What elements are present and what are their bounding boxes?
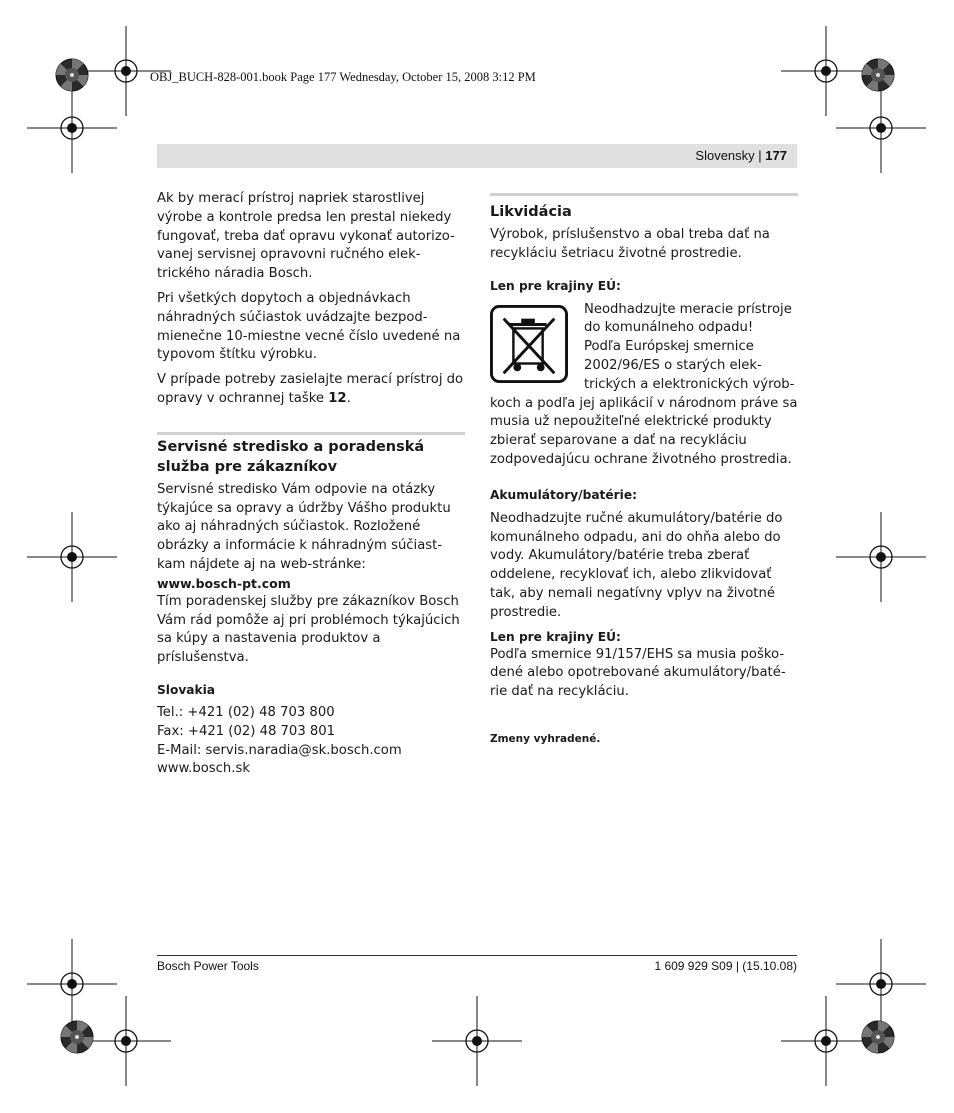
service-heading: Servisné stredisko a poradenská služba pre zákazníkov [157, 438, 425, 475]
battery-heading: Akumulátory/batérie: [490, 487, 637, 502]
disposal-paragraph: Výrobok, príslušenstvo a obal treba dať na recykláciu šetriacu životné prostredie. [490, 227, 770, 261]
service-paragraph: Servisné stredisko Vám odpovie na otázky týkajúce sa opravy a údržby Vášho produktu ako aj náhradných súčiastok. Rozložené obrázky a informácie k náhradným súčiast-kam nájdete aj na web-stránke: [157, 481, 451, 572]
crosshair-registration-mark-icon [27, 83, 117, 173]
crosshair-registration-mark-icon [781, 26, 871, 116]
color-registration-wheel-icon [862, 1021, 894, 1053]
advisory-paragraph: Tím poradenskej služby pre zákazníkov Bosch Vám rád pomôže aj pri problémoch týkajúcich sa kúpy a nastavenia produktov a príslušenstva. [157, 593, 460, 666]
section-divider [490, 193, 798, 196]
shipping-paragraph [157, 371, 465, 409]
footer-brand: Bosch Power Tools [157, 959, 259, 973]
right-column [490, 190, 798, 749]
crosshair-registration-mark-icon [836, 83, 926, 173]
crosshair-registration-mark-icon [781, 996, 871, 1086]
crosshair-registration-mark-icon [836, 939, 926, 1029]
crosshair-registration-mark-icon [836, 512, 926, 602]
color-registration-wheel-icon [862, 59, 894, 91]
inquiry-paragraph: Pri všetkých dopytoch a objednávkach náhradných súčiastok uvádzajte bezpod-mienečne 10-miestne vecné číslo uvedené na typovom štítku výrobku. [157, 290, 461, 363]
header-separator: | [758, 148, 762, 163]
battery-directive-paragraph: Podľa smernice 91/157/EHS sa musia poško-dené alebo opotrebované akumulátory/baté-rie dať na recykláciu. [490, 646, 786, 700]
service-url: www.bosch-pt.com [157, 575, 291, 591]
weee-warning: Neodhadzujte meracie prístroje do komunálneho odpadu! [584, 301, 792, 336]
crosshair-registration-mark-icon [27, 512, 117, 602]
weee-directive: Podľa Európskej smernice 2002/96/ES o starých elek-trických a elektronických výrob-koch a podľa jej aplikácií v národnom práve sa musia už nepoužiteľné elektrické produkty zbierať separovane a dať na recykláciu zodpovedajúcu ochrane životného prostredia. [490, 339, 798, 467]
page-number: 177 [765, 148, 787, 163]
left-column [157, 190, 465, 779]
changes-reserved: Zmeny vyhradené. [490, 732, 601, 745]
contact-fax: Fax: +421 (02) 48 703 801 [157, 723, 336, 739]
intro-paragraph: Ak by merací prístroj napriek starostlivej výrobe a kontrole predsa len prestal niekedy fungovať, treba dať opravu vykonať autorizo-vanej servisnej opravovni ručného elek-trického náradia Bosch. [157, 191, 455, 282]
eu-heading: Len pre krajiny EÚ: [490, 629, 621, 644]
bag-number: 12 [328, 390, 347, 406]
shipping-text: V prípade potreby zasielajte merací prístroj do opravy v ochrannej taške [157, 372, 464, 406]
contact-tel: Tel.: +421 (02) 48 703 800 [157, 704, 335, 720]
crosshair-registration-mark-icon [81, 996, 171, 1086]
footer-doc-number: 1 609 929 S09 | (15.10.08) [654, 959, 797, 973]
file-info-line: OBJ_BUCH-828-001.book Page 177 Wednesday, October 15, 2008 3:12 PM [150, 70, 536, 84]
weee-block [490, 301, 798, 470]
color-registration-wheel-icon [56, 59, 88, 91]
contact-web: www.bosch.sk [157, 761, 250, 777]
contact-email: E-Mail: servis.naradia@sk.bosch.com [157, 742, 402, 758]
footer-rule [157, 955, 797, 956]
page-header [695, 148, 787, 163]
eu-heading: Len pre krajiny EÚ: [490, 278, 621, 293]
color-registration-wheel-icon [61, 1021, 93, 1053]
crosshair-registration-mark-icon [432, 996, 522, 1086]
crosshair-registration-mark-icon [27, 939, 117, 1029]
battery-paragraph: Neodhadzujte ručné akumulátory/batérie do komunálneho odpadu, ani do ohňa alebo do vody. Akumulátory/batérie treba zberať oddelene, recyklovať ich, alebo zlikvidovať tak, aby nemali negatívny vplyv na životné prostredie. [490, 510, 783, 620]
section-divider [157, 432, 465, 435]
page-header-bar [157, 144, 797, 168]
crossed-out-wheelie-bin-icon [490, 305, 568, 383]
country-heading: Slovakia [157, 682, 216, 697]
shipping-end: . [346, 390, 351, 406]
header-language: Slovensky [695, 148, 755, 163]
disposal-heading: Likvidácia [490, 204, 572, 220]
